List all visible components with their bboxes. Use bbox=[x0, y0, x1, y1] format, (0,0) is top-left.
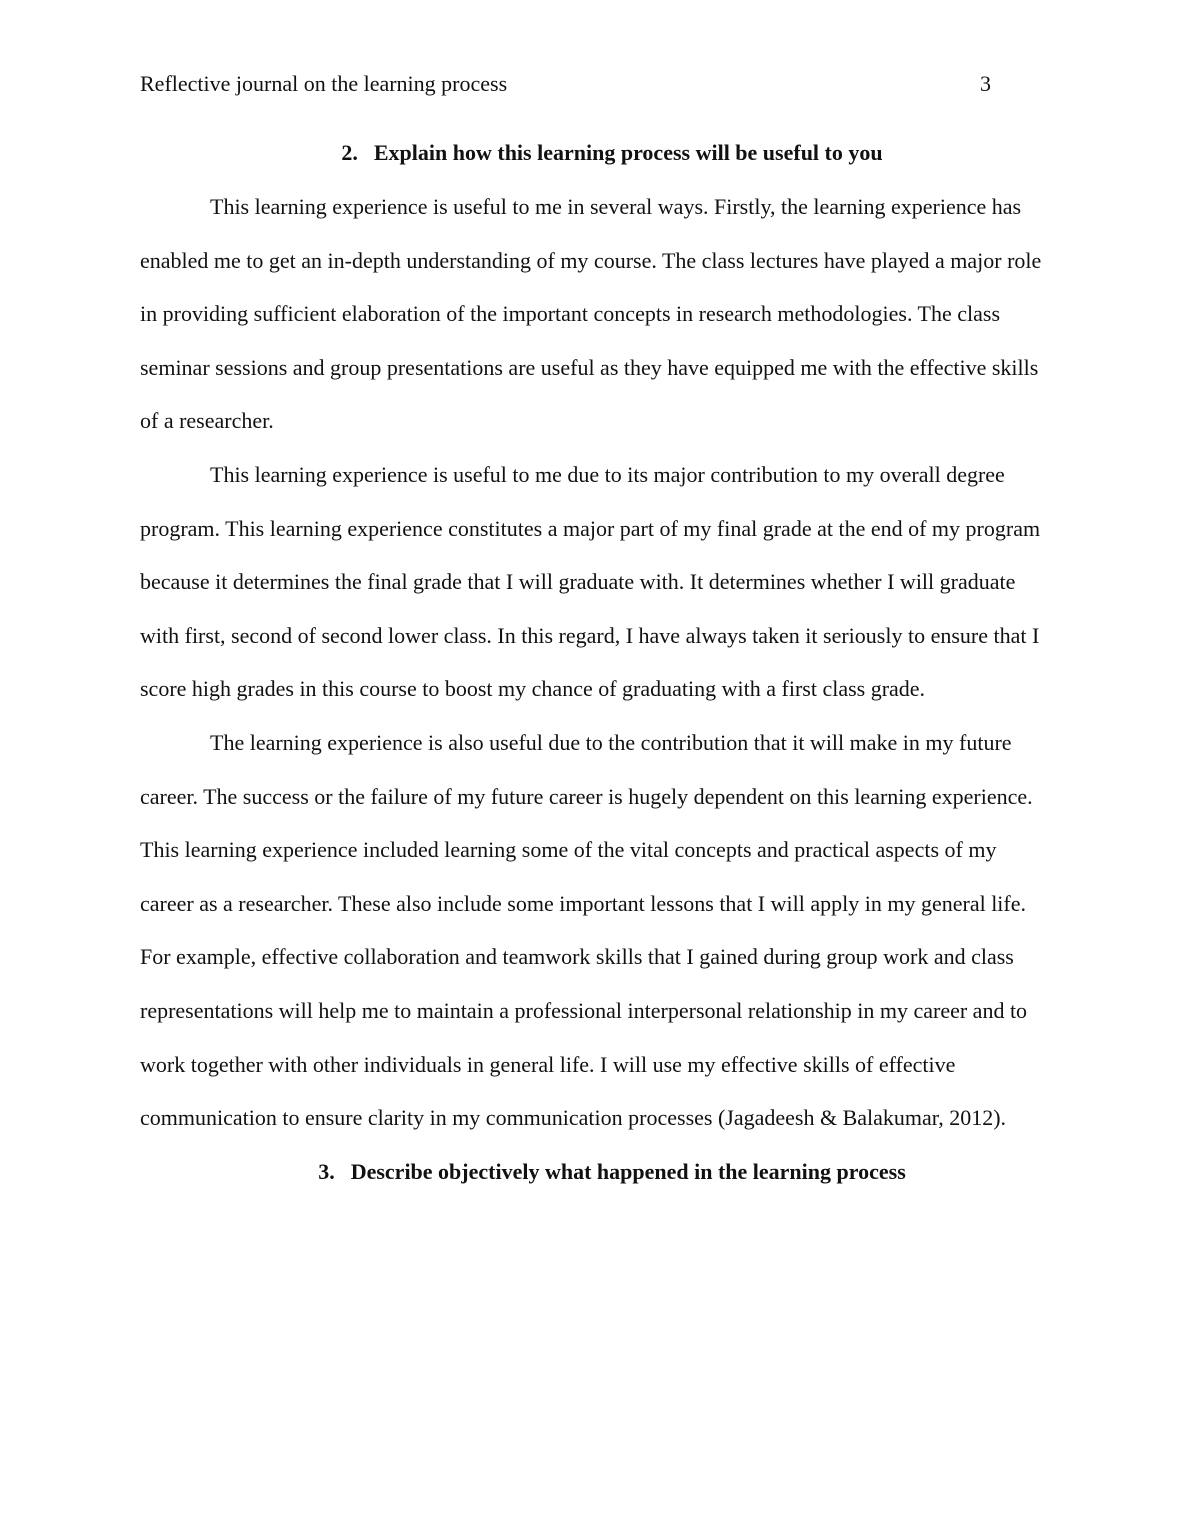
document-body bbox=[140, 126, 1052, 1199]
running-head: Reflective journal on the learning process bbox=[140, 71, 508, 96]
paragraph-career-contribution: The learning experience is also useful due to the contribution that it will make in my future career. The success or the failure of my future career is hugely dependent on this learning experience. This learning experience included learning some of the vital concepts and practical aspects of my career as a researcher. These also include some important lessons that I will apply in my general life. For example, effective collaboration and teamwork skills that I gained during group work and class representations will help me to maintain a professional interpersonal relationship in my career and to work together with other individuals in general life. I will use my effective skills of effective communication to ensure clarity in my communication processes (Jagadeesh & Balakumar, 2012). bbox=[140, 729, 1033, 1131]
paragraph-degree-contribution: This learning experience is useful to me due to its major contribution to my overall degree program. This learning experience constitutes a major part of my final grade at the end of my program because it determines the final grade that I will graduate with. It determines whether I will graduate with first, second of second lower class. In this regard, I have always taken it seriously to ensure that I score high grades in this course to boost my chance of graduating with a first class grade. bbox=[140, 461, 1041, 702]
section-number: 2. bbox=[341, 140, 358, 165]
section-heading-3 bbox=[140, 1145, 1052, 1199]
page-number: 3 bbox=[980, 71, 991, 96]
section-title: Explain how this learning process will be useful to you bbox=[373, 140, 883, 165]
section-number: 3. bbox=[318, 1158, 335, 1184]
section-title: Describe objectively what happened in the learning process bbox=[350, 1158, 906, 1184]
section-heading-2 bbox=[140, 126, 1052, 180]
paragraph-usefulness-ways: This learning experience is useful to me in several ways. Firstly, the learning experience has enabled me to get an in-depth understanding of my course. The class lectures have played a major role in providing sufficient elaboration of the important concepts in research methodologies. The class seminar sessions and group presentations are useful as they have equipped me with the effective skills of a researcher. bbox=[140, 194, 1042, 434]
